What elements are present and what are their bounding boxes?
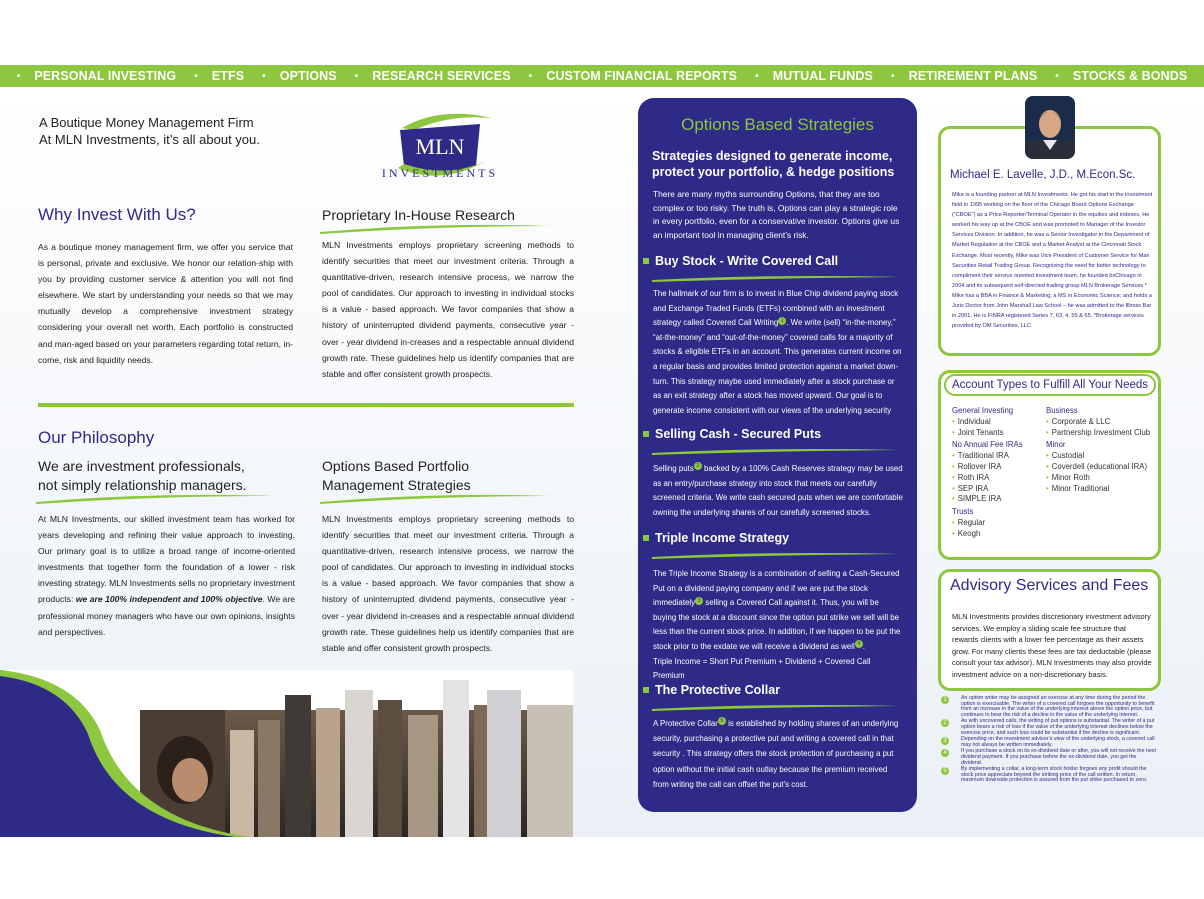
footnote-marker: 3 [695, 597, 703, 605]
footnote-number: 3 [941, 737, 949, 745]
account-types-title: Account Types to Fulfill All Your Needs [944, 374, 1156, 396]
covered-call-swoosh [652, 274, 902, 282]
nav-item[interactable] [882, 69, 1046, 83]
account-type-item: • Custodial [1046, 451, 1156, 462]
options-title: Options Based Strategies [681, 115, 874, 134]
collar-text: A Protective Collar [653, 719, 718, 728]
bullet-icon: • [262, 70, 266, 82]
triple-income-text: The Triple Income Strategy is a combination of selling a Cash-Secured Put on a dividend paying company and if we are put the stock immediately [653, 569, 900, 608]
footnote [941, 696, 1156, 718]
footnote-text: Depending on the investment advisor’s view of the underlying stock, a covered call may not always be written immediately. [961, 736, 1155, 748]
account-type-item: • Minor Traditional [1046, 484, 1156, 495]
triple-income-text-end: . [862, 641, 865, 651]
bio-name: Michael E. Lavelle, J.D., M.Econ.Sc. [950, 169, 1136, 181]
footnote-marker: 1 [778, 317, 786, 325]
portfolio-heading-line2: Management Strategies [322, 477, 471, 493]
cash-puts-heading [643, 427, 821, 441]
nav-item[interactable] [8, 69, 185, 83]
collar-swoosh [652, 703, 902, 711]
account-type-item: • Rollover IRA [952, 462, 1044, 473]
nav-item[interactable] [185, 69, 253, 83]
account-types-left [952, 406, 1044, 540]
nav-item-label: STOCKS & BONDS [1072, 69, 1188, 83]
nav-item-label: PERSONAL INVESTING [34, 69, 177, 83]
nav-item-label: OPTIONS [279, 69, 337, 83]
account-group-title: General Investing [952, 406, 1014, 415]
nav-item-label: RESEARCH SERVICES [372, 69, 511, 83]
account-group-title: Minor [1046, 440, 1066, 450]
tagline-line2: At MLN Investments, it’s all about you. [39, 132, 260, 147]
photo-collage [0, 670, 573, 837]
footnote [941, 719, 1156, 736]
account-type-item: • Keogh [952, 529, 1044, 540]
account-group-title: Business [1046, 406, 1078, 415]
account-type-item: • Minor Roth [1046, 473, 1156, 484]
logo-text: MLN [415, 134, 465, 159]
account-type-item: • Partnership Investment Club [1046, 428, 1156, 439]
cash-puts-body [653, 462, 904, 520]
covered-call-heading [643, 254, 838, 268]
footnote-text: If you purchase a stock on its ex-dividend date or after, you will not receive the next dividend payment. If you purchase before the ex-dividend date, you get the dividend. [961, 748, 1156, 766]
footnotes [941, 696, 1156, 785]
account-type-item: • Individual [952, 417, 1044, 428]
bullet-icon: • [1055, 70, 1059, 82]
philosophy-body [38, 511, 295, 640]
why-invest-heading: Why Invest With Us? [38, 205, 196, 224]
cash-puts-text: Selling puts [653, 464, 694, 473]
research-body: MLN Investments employs proprietary screening methods to identify securities that meet our investment criteria. Through a quantitative-driven, research intensive process, we narrow the pool of candidates. Our approach to investing in individual stocks is a value - based approach. We favor companies that show a history of uninterrupted dividend payments, consecutive year - over - year dividend in-creases and a respectable annual dividend growth rate. These guidelines help us identify companies that are stable and offer consistent growth prospects. [322, 240, 574, 379]
bullet-square-icon [643, 258, 649, 264]
logo-subtitle: INVESTMENTS [381, 166, 499, 180]
collar-body [653, 716, 904, 792]
options-subtitle: Strategies designed to generate income, protect your portfolio, & hedge positions [652, 149, 895, 179]
footnote-text: By implementing a collar, a long-term stock holder forgoes any profit should the stock price appreciate beyond the striking price of the call written. In return, maximum downside protection is assured from the put strike purchased to zero. [961, 766, 1148, 784]
triple-income-formula: Triple Income = Short Put Premium + Dividend + Covered Call Premium [653, 656, 871, 681]
cash-puts-swoosh [652, 447, 902, 455]
bullet-icon: • [16, 70, 21, 82]
collar-heading [643, 683, 780, 697]
account-types-right [1046, 406, 1156, 494]
account-type-item: • Regular [952, 518, 1044, 529]
triple-income-heading [643, 531, 789, 545]
philosophy-body-emphasis: we are 100% independent and 100% objective [75, 594, 263, 605]
bullet-square-icon [643, 431, 649, 437]
options-panel [638, 98, 917, 812]
footnote-number: 4 [941, 749, 949, 757]
footnote-number: 1 [941, 696, 949, 704]
section-divider [38, 403, 574, 407]
advisory-body: MLN Investments provides discretionary investment advisory services. We employ a sliding scale fee structure that rewards clients with a lower fee percentage as their assets grow. For many clients these fees are tax deductable (please consult your tax advisor). MLN Investments may also provide investment advice on a non-discretionary basis. [952, 612, 1152, 679]
nav-item-label: MUTUAL FUNDS [772, 69, 873, 83]
cash-puts-title: Selling Cash - Secured Puts [655, 427, 822, 441]
options-intro: There are many myths surrounding Options, that they are too complex or too risky. The truth is, Options can play a strategic role in every portfolio, even for a conservative investor. Options give us an important tool in managing client’s risk. [653, 189, 900, 240]
footnote [941, 749, 1156, 766]
why-invest-body: As a boutique money management firm, we offer you service that is personal, private and exclusive. We honor our relation-ship with you by providing customer service & attention you will not find elsewhere. We start by understanding your needs so that we may mutually develop a comprehensive investment strategy considering your overall net worth. Each portfolio is constructed and man-aged based on your parameters regarding total return, in-come, risk and liquidity needs. [38, 242, 293, 365]
bio-body: Mike is a founding partner at MLN Investments. He got his start in the investment field in 1995 working on the floor of the Chicago Board Options Exchange (“CBOE”) as a Price Reporter/Terminal Operator in the equities and indexes. He worked his way up at the CBOE and was promoted to Manager of the Investor Services Division. In addition, he was a Senior Investigator in the Department of Market Regulation at the CBOE and a Market Analyst at the Cincinnati Stock Exchange. Most recently, Mike was Vice President of Customer Service for Man Securities Retail Trading Group. Recognizing the need for better technology to compliment their service oriented investment team, he founded bxChicago in 2004 and its subsequent self-directed trading group MLN Brokerage Services.* Mike has a BBA in Finance & Marketing; a MS in Economic Science; and holds a Juris Doctor from John Marshall Law School – he was admitted to the Illinois Bar in 2001. He is FINRA registered Series 7, 63, 4, 55 & 65. *Brokerage services provided by OM Securities, LLC [952, 192, 1153, 330]
nav-item[interactable] [253, 69, 346, 83]
footnote-marker: 5 [718, 717, 726, 725]
footnote-marker: 4 [855, 640, 863, 648]
account-type-item: • Traditional IRA [952, 451, 1044, 462]
nav-item-label: ETFS [211, 69, 245, 83]
triple-income-body [653, 567, 904, 684]
footnote-marker: 2 [694, 462, 702, 470]
cash-puts-text-cont: backed by a 100% Cash Reserves strategy may be used as an entry/purchase strategy into stock that meets our carefully screened criteria. We write cash secured puts when we are comfortable owning the underlying shares of our carefully screened stocks. [653, 464, 903, 517]
philosophy-swoosh [36, 490, 274, 504]
triple-income-text-cont: selling a Covered Call against it. Thus, you will be buying the stock at a discount since the option put strike we sell will be less than the current stock price. In addition, if we happen to be put the stock prior to the exdate we will receive a dividend as well [653, 598, 901, 651]
footnote-text: An option writer may be assigned an exercise at any time during the period the option is exercisable. The writer of a covered call forgoes the opportunity to benefit from an increase in the value of the underlying interest above the option price, but continues to bear the risk of a decline in the value of the underlying interest. [961, 695, 1155, 718]
account-type-item: • Coverdell (educational IRA) [1046, 462, 1156, 473]
footnote [941, 737, 1156, 748]
philosophy-heading: Our Philosophy [38, 428, 155, 447]
philosophy-subtitle-line1: We are investment professionals, [38, 458, 245, 474]
collar-text-cont: is established by holding shares of an underlying security, purchasing a protective put and writing a covered call in that security . This strategy offers the stock protection of purchasing a put option without the initial cash outlay because the premium received from writing the call can offset the put’s cost. [653, 719, 899, 789]
account-type-item: • Roth IRA [952, 473, 1044, 484]
portfolio-body: MLN Investments employs proprietary screening methods to identify securities that meet our investment criteria. Through a quantitative-driven, research intensive process, we narrow the pool of candidates. Our approach to investing in individual stocks is a value - based approach. We favor companies that show a history of uninterrupted dividend payments, consecutive year - over - year dividend in-creases and a respectable annual dividend growth rate. These guidelines help us identify companies that are stable and offer consistent growth prospects. [322, 514, 574, 653]
account-type-item: • SEP IRA [952, 484, 1044, 495]
philosophy-body-end: . We are professional money managers who have our own opinions, insights and perspectives. [38, 594, 295, 637]
bullet-square-icon [643, 535, 649, 541]
account-group-title: No Annual Fee IRAs [952, 440, 1023, 450]
covered-call-body [653, 287, 904, 418]
research-heading: Proprietary In-House Research [322, 207, 515, 223]
advisory-title: Advisory Services and Fees [950, 577, 1149, 594]
triple-income-swoosh [652, 551, 902, 559]
account-type-item: • Joint Tenants [952, 428, 1044, 439]
footnote-text: As with uncovered calls, the writing of put options is substantial. The writer of a put option bears a risk of loss if the value of the underlying interest declines below the exercise price, and such loss could be substantial if the decline is significant. [961, 718, 1155, 736]
triple-income-title: Triple Income Strategy [655, 531, 790, 545]
tagline [39, 114, 260, 148]
top-nav-bar [0, 65, 1204, 87]
nav-item-label: CUSTOM FINANCIAL REPORTS [546, 69, 738, 83]
footnote-number: 2 [941, 719, 949, 727]
covered-call-text: The hallmark of our firm is to invest in Blue Chip dividend paying stock and Exchange Traded Funds (ETFs) combined with an investment strategy called Covered Call Writing [653, 289, 899, 328]
philosophy-body-text: At MLN Investments, our skilled investment team has worked for years developing and refining their value approach to investing. Our primary goal is to utilize a broad range of income-oriented investments that together form the foundation of a lower - risk investing strategy. MLN Investments sells no proprietary investment products: [38, 514, 295, 605]
bullet-square-icon [643, 687, 649, 693]
nav-item[interactable] [746, 69, 882, 83]
nav-item[interactable] [1046, 69, 1196, 83]
bullet-icon: • [528, 70, 533, 82]
bullet-icon: • [354, 70, 359, 82]
covered-call-title: Buy Stock - Write Covered Call [655, 254, 839, 268]
footnote-number: 5 [941, 767, 949, 775]
collar-title: The Protective Collar [655, 683, 781, 697]
nav-item[interactable] [346, 69, 520, 83]
bullet-icon: • [755, 70, 759, 82]
tagline-line1: A Boutique Money Management Firm [39, 115, 254, 130]
covered-call-text-cont: . We write (sell) “in-the-money,” “at-the-money” and “out-of-the-money” covered calls for a majority of stocks & eligible ETFs in an account. This generates current income on a regular basis and provides limited protection against a market down-turn. This strategy maybe used immediately after a stock purchase or as an exit strategy after a stock has moved upward. Our goal is to generate income consistent with our views of the underlying security [653, 318, 902, 415]
account-type-item: • SIMPLE IRA [952, 494, 1044, 505]
nav-item-label: RETIREMENT PLANS [908, 69, 1038, 83]
nav-item[interactable] [520, 69, 746, 83]
account-type-item: • Corporate & LLC [1046, 417, 1156, 428]
footnote [941, 767, 1156, 784]
bullet-icon: • [194, 70, 198, 82]
portfolio-swoosh [320, 490, 550, 504]
bullet-icon: • [891, 70, 895, 82]
portrait-photo [1025, 96, 1075, 159]
portfolio-heading-line1: Options Based Portfolio [322, 458, 470, 474]
account-group-title: Trusts [952, 507, 974, 517]
philosophy-subtitle-line2: not simply relationship managers. [38, 477, 247, 493]
research-swoosh [320, 220, 550, 234]
